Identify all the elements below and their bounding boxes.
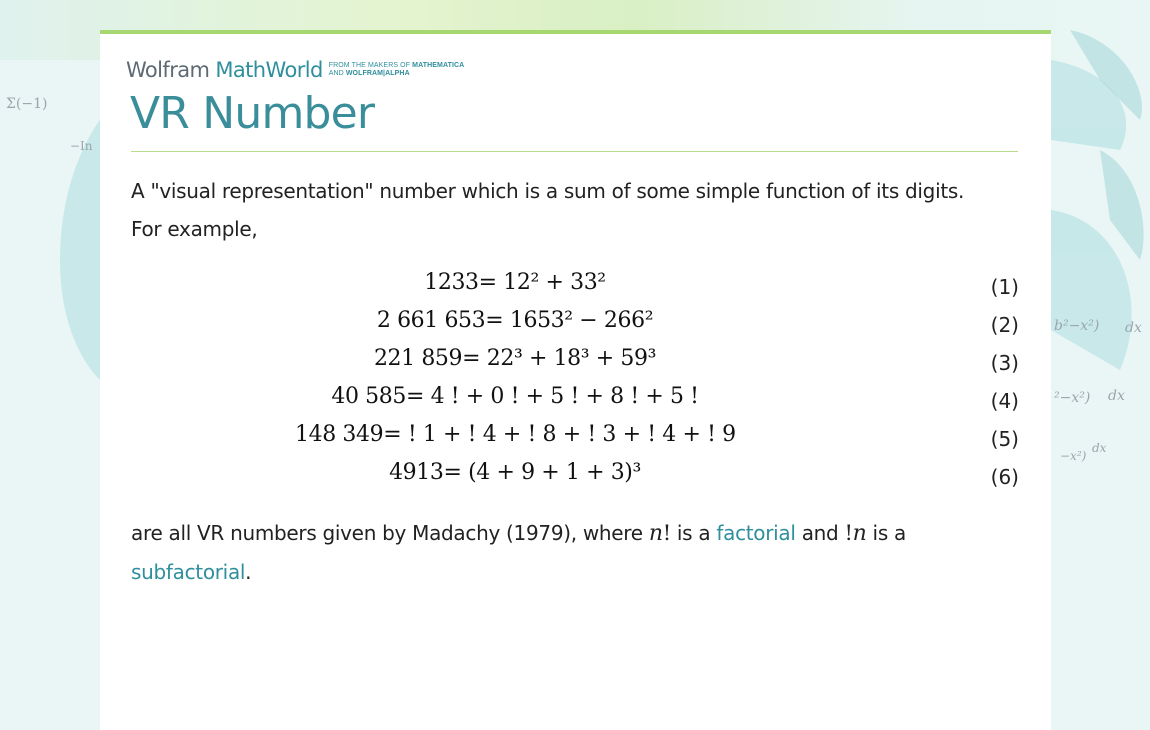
brand-wolfram-text: Wolfram xyxy=(126,58,210,82)
math-subfactorial-bang: ! xyxy=(844,521,853,545)
outro-text-4: is a xyxy=(866,521,906,545)
outro-text-3: and xyxy=(795,521,845,545)
equation-number: (4) xyxy=(990,389,1019,413)
tagline-line1-bold: MATHEMATICA xyxy=(412,62,465,69)
equation-row xyxy=(100,302,1051,340)
equation-number: (3) xyxy=(990,351,1019,375)
equation-lhs: 40 585 xyxy=(331,384,406,409)
svg-text:−x²): −x²) xyxy=(1060,449,1087,463)
equation-formula xyxy=(295,416,735,454)
equation-row xyxy=(100,264,1051,302)
intro-line-2: For example, xyxy=(131,217,258,241)
svg-text:b²−x²): b²−x²) xyxy=(1054,318,1100,334)
outro-text-1: are all VR numbers given by Madachy (1979), where xyxy=(131,521,649,545)
equation-rhs: = 4 ! + 0 ! + 5 ! + 8 ! + 5 ! xyxy=(405,384,699,409)
equation-lhs: 221 859 xyxy=(373,346,463,371)
equation-row xyxy=(100,378,1051,416)
intro-line-1: A "visual representation" number which is a sum of some simple function of its digits. xyxy=(131,179,965,203)
math-factorial-bang: ! xyxy=(662,521,671,545)
tagline-line2-prefix: AND xyxy=(328,70,346,77)
equation-formula xyxy=(295,340,735,378)
equation-rhs: = (4 + 9 + 1 + 3)³ xyxy=(443,460,641,485)
equation-lhs: 2 661 653 xyxy=(376,308,486,333)
math-var-n: n xyxy=(648,521,663,546)
equation-lhs: 1233 xyxy=(424,270,479,295)
subfactorial-link[interactable]: subfactorial xyxy=(131,560,246,584)
equation-number: (5) xyxy=(990,427,1019,451)
brand-mathworld-text: MathWorld xyxy=(215,58,323,82)
equation-lhs: 148 349 xyxy=(295,422,384,447)
equation-lhs: 4913 xyxy=(389,460,444,485)
tagline-line2-bold: WOLFRAM|ALPHA xyxy=(345,70,410,77)
tagline-line1-prefix: FROM THE MAKERS OF xyxy=(328,62,413,69)
equation-number: (6) xyxy=(990,465,1019,489)
svg-text:dx: dx xyxy=(1125,320,1142,336)
equation-rhs: = 22³ + 18³ + 59³ xyxy=(462,346,657,371)
equation-rhs: = 12² + 33² xyxy=(478,270,606,295)
equation-number: (2) xyxy=(990,313,1019,337)
title-divider xyxy=(131,151,1018,152)
svg-text:dx: dx xyxy=(1092,441,1107,455)
outro-end: . xyxy=(245,560,252,584)
article-card xyxy=(100,30,1051,730)
math-var-n-2: n xyxy=(852,521,867,546)
factorial-link[interactable]: factorial xyxy=(716,521,796,545)
equation-rhs: = 1653² − 266² xyxy=(485,308,654,333)
outro-paragraph xyxy=(131,514,1011,591)
svg-text:Σ(−1): Σ(−1) xyxy=(6,96,48,112)
equation-formula xyxy=(295,302,735,340)
svg-text:²−x²): ²−x²) xyxy=(1054,390,1091,406)
equation-row xyxy=(100,454,1051,492)
equation-number: (1) xyxy=(990,275,1019,299)
brand-tagline xyxy=(329,62,465,78)
svg-text:−In: −In xyxy=(70,139,93,153)
equation-rhs: = ! 1 + ! 4 + ! 8 + ! 3 + ! 4 + ! 9 xyxy=(383,422,736,447)
outro-text-2: is a xyxy=(670,521,717,545)
svg-text:dx: dx xyxy=(1108,388,1125,404)
equation-row xyxy=(100,340,1051,378)
equation-formula xyxy=(295,378,735,416)
equation-formula xyxy=(295,264,735,302)
equation-formula xyxy=(295,454,735,492)
page-title: VR Number xyxy=(130,88,375,139)
equation-row xyxy=(100,416,1051,454)
intro-paragraph xyxy=(131,172,1011,248)
wolfram-mathworld-logo[interactable] xyxy=(126,58,464,88)
